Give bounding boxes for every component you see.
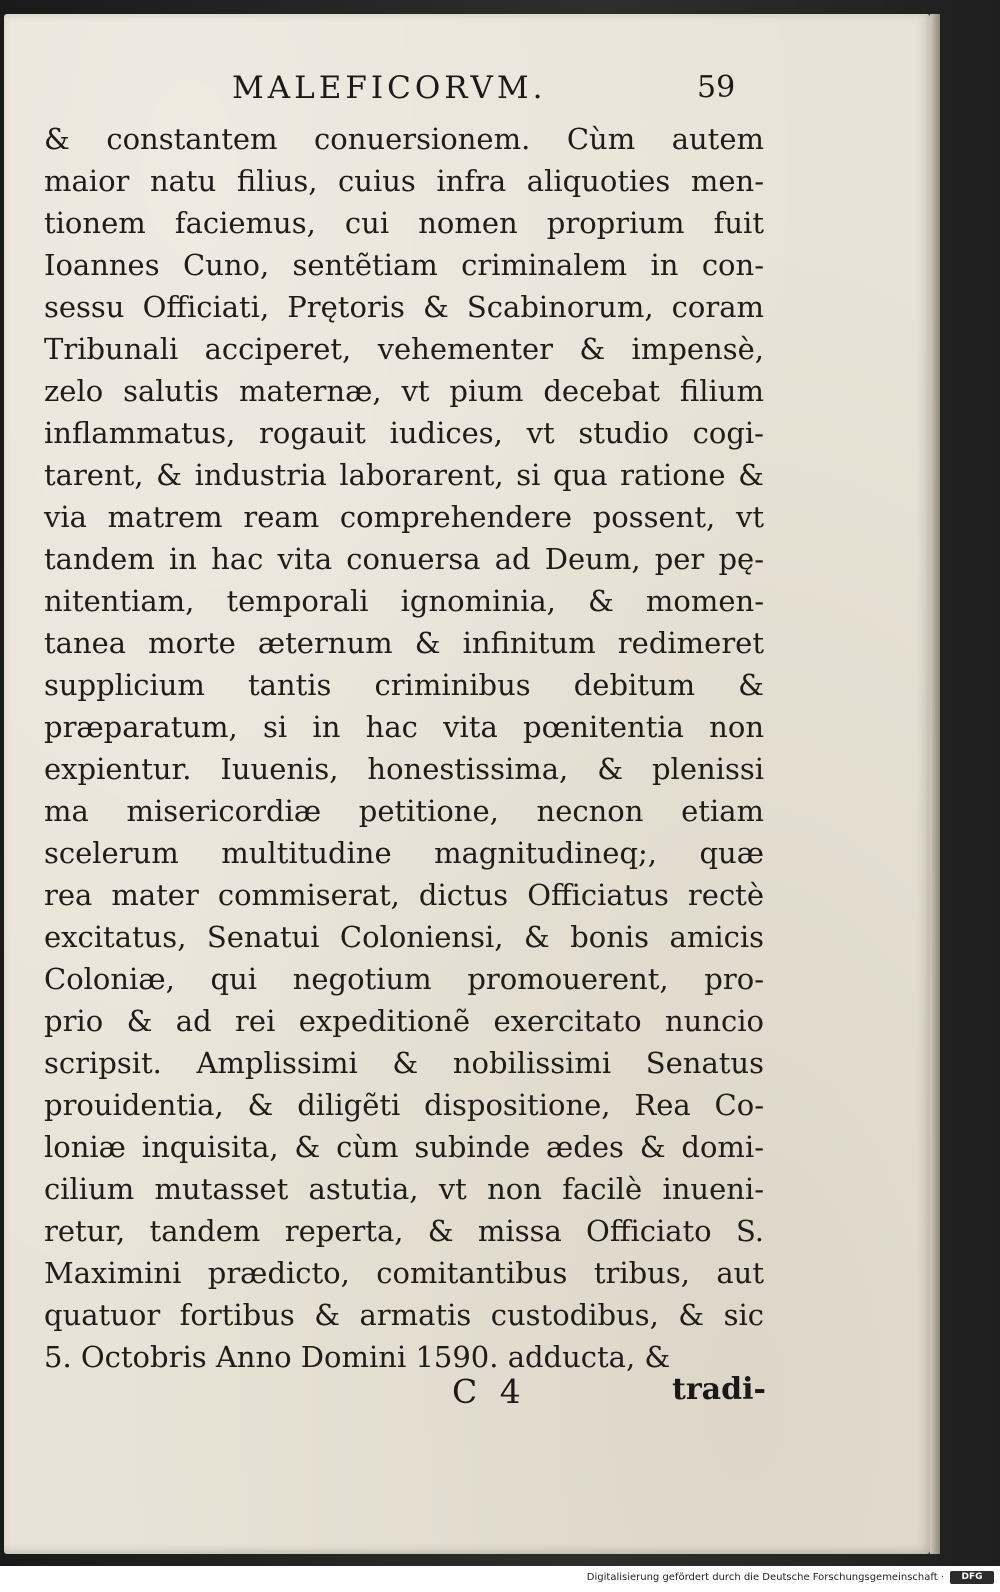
catchword: tradi- (672, 1372, 766, 1407)
text-line: inflammatus, rogauit iudices, vt studio cogi- (44, 416, 764, 450)
text-line: ma misericordiæ petitione, necnon etiam (44, 794, 764, 828)
text-line: 5. Octobris Anno Domini 1590. adducta, & (44, 1340, 671, 1374)
text-line: tionem faciemus, cui nomen proprium fuit (44, 206, 764, 240)
text-line: excitatus, Senatui Coloniensi, & bonis amicis (44, 920, 764, 954)
text-line: tarent, & industria laborarent, si qua ratione & (44, 458, 764, 492)
text-line: via matrem ream comprehendere possent, vt (44, 500, 764, 534)
text-line: Coloniæ, qui negotium promouerent, pro- (44, 962, 764, 996)
scan-footer (0, 1566, 1000, 1592)
text-line: scripsit. Amplissimi & nobilissimi Senatus (44, 1046, 764, 1080)
text-line: quatuor fortibus & armatis custodibus, & sic (44, 1298, 764, 1332)
text-line: Maximini prædicto, comitantibus tribus, aut (44, 1256, 764, 1290)
text-line: sessu Officiati, Prętoris & Scabinorum, coram (44, 290, 764, 324)
text-line: retur, tandem reperta, & missa Officiato S. (44, 1214, 764, 1248)
text-line: Tribunali acciperet, vehementer & impensè, (44, 332, 764, 366)
signature-mark: C 4 (452, 1372, 527, 1411)
text-line: tandem in hac vita conuersa ad Deum, per pę- (44, 542, 764, 576)
text-line: loniæ inquisita, & cùm subinde ædes & domi- (44, 1130, 764, 1164)
text-line: cilium mutasset astutia, vt non facilè inueni- (44, 1172, 764, 1206)
text-line: expientur. Iuuenis, honestissima, & plenissi (44, 752, 764, 786)
text-line: nitentiam, temporali ignominia, & momen- (44, 584, 764, 618)
text-line: Ioannes Cuno, sentẽtiam criminalem in con- (44, 248, 764, 282)
text-line: zelo salutis maternæ, vt pium decebat filium (44, 374, 764, 408)
body-text (44, 118, 764, 1378)
text-line: rea mater commiserat, dictus Officiatus rectè (44, 878, 764, 912)
text-line: & constantem conuersionem. Cùm autem (44, 122, 764, 156)
text-line: præparatum, si in hac vita pœnitentia non (44, 710, 764, 744)
digitization-credit: Digitalisierung gefördert durch die Deutsche Forschungsgemeinschaft · (586, 1572, 944, 1583)
dfg-logo: DFG (950, 1571, 994, 1584)
text-line: tanea morte æternum & infinitum redimeret (44, 626, 764, 660)
text-line: prio & ad rei expeditionẽ exercitato nuncio (44, 1004, 764, 1038)
text-line: supplicium tantis criminibus debitum & (44, 668, 764, 702)
page-edge (930, 14, 940, 1554)
page-number: 59 (697, 70, 736, 105)
text-line: maior natu filius, cuius infra aliquoties men- (44, 164, 764, 198)
running-title: MALEFICORVM. (232, 70, 547, 106)
text-line: scelerum multitudine magnitudineq;, quæ (44, 836, 764, 870)
text-line: prouidentia, & diligẽti dispositione, Rea Co- (44, 1088, 764, 1122)
